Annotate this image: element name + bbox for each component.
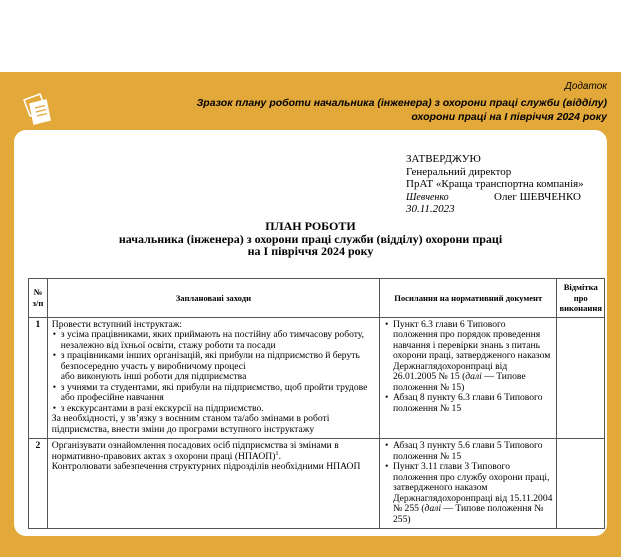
header-num: № з/п — [29, 279, 48, 318]
plan-title-block — [14, 220, 607, 258]
approval-date: 30.11.2023 — [406, 203, 455, 215]
table-header-row — [29, 279, 605, 318]
plan-title: ПЛАН РОБОТИ — [265, 219, 356, 233]
ref-text: Пункт 6.3 глави 6 Типового положення про порядок проведення навчання і перевірки знань з питань охорони праці, затвердженого наказом Держнаглядохоронпраці від 26.01.2005 № 15 ( — [392, 318, 551, 382]
signer-name: Олег ШЕВЧЕНКО — [494, 190, 582, 203]
measure-outro: За необхідності, у зв’язку з воєнним станом та/або змінами в роботі підприємства, внести зміни до програми вступного інструктажу — [51, 413, 330, 435]
list-item — [384, 462, 552, 525]
list-item — [384, 320, 552, 394]
list-item: • з екскурсантами в разі екскурсії на підприємство. — [52, 404, 375, 415]
row-mark — [557, 439, 605, 529]
refs-list — [384, 441, 552, 525]
header-mark: Відмітка про виконання — [557, 279, 605, 318]
header-measures: Заплановані заходи — [47, 279, 379, 318]
ref-tail: — Типове положення № 255) — [392, 503, 544, 525]
plan-subtitle: начальника (інженера) з охорони праці служби (відділу) охорони праці — [118, 231, 503, 246]
measure-list — [52, 330, 375, 372]
plan-period: на І півріччя 2024 року — [247, 244, 374, 258]
measure-a — [52, 441, 375, 462]
list-item: • Абзац 8 пункту 6.3 глави 6 Типового положення № 15 — [384, 393, 552, 414]
ref-tail: — Типове положення № 15) — [392, 371, 526, 393]
list-item: • з учнями та студентами, які прибули на підприємство, щоб пройти трудове або професійне навчання — [52, 383, 375, 404]
list-item-continuation: або виконують інші роботи для підприємства — [60, 371, 247, 382]
row-num: 2 — [29, 439, 48, 529]
ref-italic: далі — [424, 503, 442, 514]
signature: Шевченко — [406, 191, 449, 203]
list-item: • з усіма працівниками, яких приймають на постійну або тимчасову роботу, незалежно від їхньої освіти, стажу роботи та посади — [52, 330, 375, 351]
measure-a-tail: . — [278, 450, 282, 462]
measure-intro: Провести вступний інструктаж: — [51, 318, 183, 330]
approval-block — [406, 153, 584, 216]
sample-title-line2: охорони праці на І півріччя 2024 року — [411, 111, 607, 123]
appendix-label: Додаток — [564, 81, 607, 92]
sample-title-line1: Зразок плану роботи начальника (інженера) з охорони праці служби (відділу) — [196, 97, 607, 109]
plan-table — [28, 278, 605, 529]
refs-list — [384, 320, 552, 415]
row-num: 1 — [29, 317, 48, 439]
row-refs — [379, 439, 556, 529]
row-refs — [379, 317, 556, 439]
measure-b: Контролювати забезпечення структурних підрозділів необхідними НПАОП — [51, 461, 361, 472]
ref-text: Пункт 3.11 глави 3 Типового положення про службу охорони праці, затвердженого наказом Держнаглядохоронпраці від 15.11.2004 № 255 ( — [392, 461, 553, 514]
signature-line — [406, 191, 584, 204]
ref-italic: далі — [465, 371, 482, 382]
header-refs: Посилання на нормативний документ — [379, 279, 556, 318]
list-item: • з працівниками інших організацій, які прибули на підприємство й беруть безпосередню участь у виробничому процесі — [52, 351, 375, 372]
row-measures — [47, 317, 379, 439]
footnote-mark: 1 — [275, 449, 279, 457]
approve-heading: ЗАТВЕРДЖУЮ — [406, 153, 481, 165]
measure-a-text: Організувати ознайомлення посадових осіб підприємства зі змінами в нормативно-правових актах з охорони праці (НПАОП) — [51, 440, 339, 462]
table-row — [29, 439, 605, 529]
table-row — [29, 317, 605, 439]
company-name: ПрАТ «Краща транспортна компанія» — [406, 178, 584, 190]
sample-title — [167, 96, 607, 124]
row-mark — [557, 317, 605, 439]
list-item: • Абзац 3 пункту 5.6 глави 5 Типового положення № 15 — [384, 441, 552, 462]
row-measures — [47, 439, 379, 529]
document-sheet — [14, 130, 607, 536]
measure-list — [52, 383, 375, 415]
document-stack-icon — [18, 90, 58, 130]
approver-position: Генеральний директор — [406, 165, 512, 178]
